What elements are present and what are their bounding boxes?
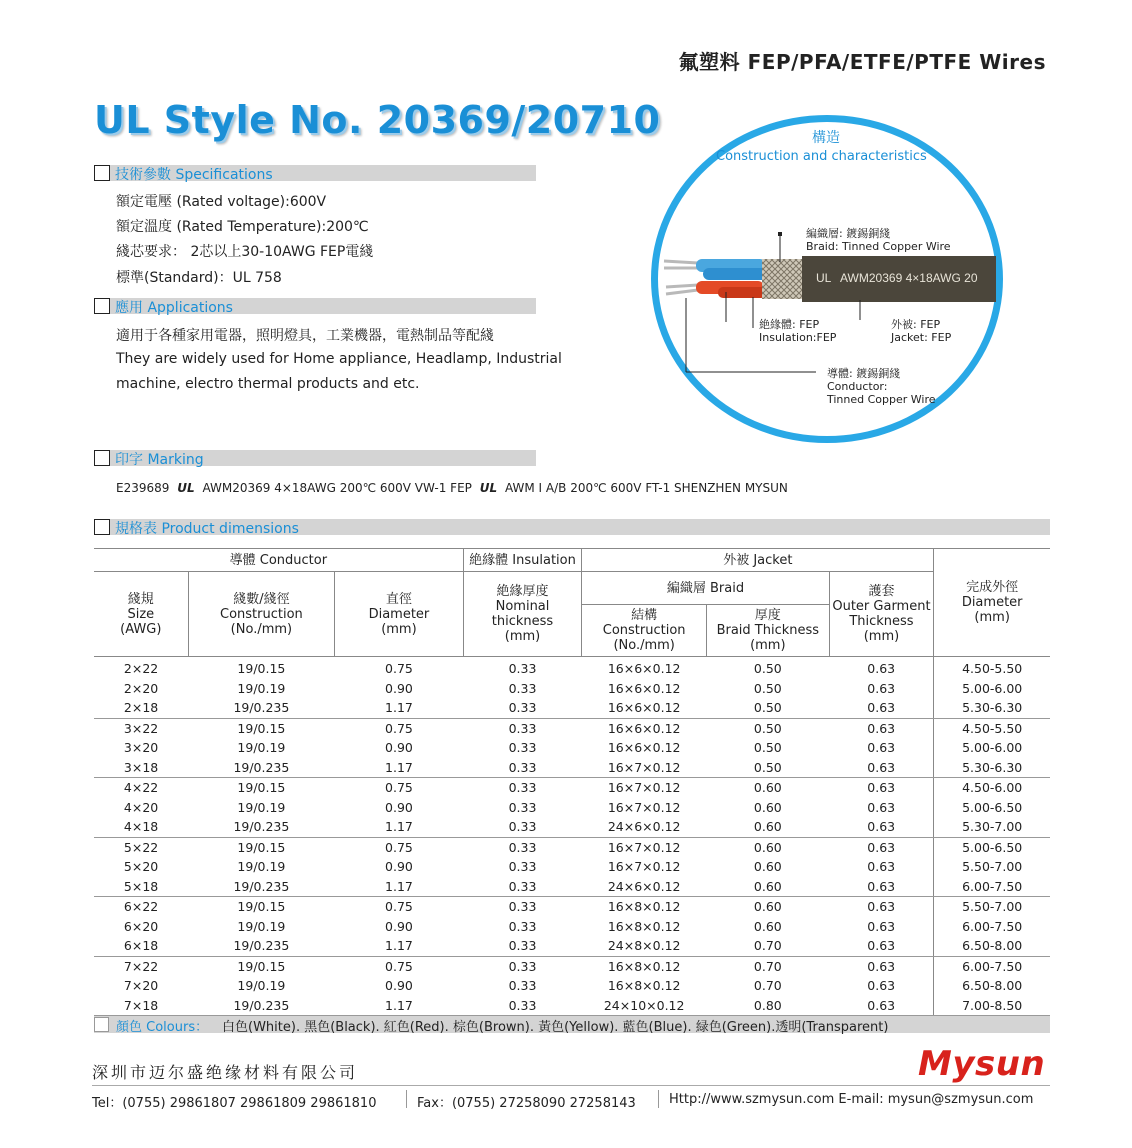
cell-braid-construction: 16×6×0.12: [607, 680, 681, 696]
table-row: [94, 738, 1050, 758]
cell-nominal-thickness: 0.33: [508, 918, 537, 934]
ul-logo-icon: UL: [177, 481, 195, 495]
cell-size: 4×22: [123, 780, 159, 796]
applications-cn: 適用于各種家用電器，照明燈具，工業機器，電熱制品等配綫: [116, 328, 494, 344]
cell-construction: 19/0.19: [237, 859, 286, 875]
cell-final-diameter: 4.50-5.50: [934, 718, 1050, 738]
cell-braid-construction: 16×6×0.12: [582, 698, 707, 718]
jacket-group-header: 外被 Jacket: [582, 549, 934, 572]
cell-braid-construction: 16×7×0.12: [607, 799, 681, 815]
cell-construction: 19/0.19: [237, 918, 286, 934]
section-checkbox-icon: [94, 1017, 109, 1032]
dimensions-table-body: [94, 657, 1050, 1016]
cell-nominal-thickness: 0.33: [508, 839, 537, 855]
cell-nominal-thickness: 0.33: [463, 936, 582, 956]
cell-braid-thickness: 0.50: [753, 740, 782, 756]
cell-braid-construction: 24×6×0.12: [582, 817, 707, 837]
conductor-label: 導體: 鍍錫銅綫 Conductor: Tinned Copper Wire: [827, 367, 936, 406]
cell-size: 5×18: [94, 877, 188, 897]
cell-braid-construction: 16×8×0.12: [607, 899, 681, 915]
cell-final-diameter: 4.50-5.50: [934, 657, 1050, 679]
table-row: [94, 698, 1050, 718]
cell-construction: 19/0.15: [237, 661, 286, 677]
cell-braid-thickness: 0.60: [753, 918, 782, 934]
cell-size: 6×20: [123, 918, 159, 934]
col-braid-construction: 結構 Construction (No./mm): [582, 605, 707, 657]
table-row: [94, 778, 1050, 798]
cell-diameter: 1.17: [335, 996, 464, 1016]
cell-diameter: 0.90: [385, 799, 413, 815]
cell-braid-construction: 16×7×0.12: [582, 758, 707, 778]
cell-outer-garment: 0.63: [829, 877, 934, 897]
cable-ul-mark: UL: [816, 271, 832, 285]
cell-size: 4×20: [123, 799, 159, 815]
ul-logo-icon: UL: [479, 481, 498, 495]
cell-construction: 19/0.235: [188, 877, 335, 897]
cell-braid-thickness: 0.60: [707, 877, 830, 897]
cell-braid-thickness: 0.70: [753, 978, 782, 994]
cell-construction: 19/0.19: [237, 978, 286, 994]
cell-diameter: 1.17: [335, 877, 464, 897]
cell-braid-construction: 24×8×0.12: [582, 936, 707, 956]
cell-braid-construction: 24×6×0.12: [582, 877, 707, 897]
spec-core-requirement: 綫芯要求： 2芯以上30-10AWG FEP電綫: [116, 244, 374, 260]
cell-outer-garment: 0.63: [867, 918, 896, 934]
cell-nominal-thickness: 0.33: [508, 799, 537, 815]
insulation-label: 絶緣體: FEP Insulation:FEP: [759, 318, 837, 344]
colours-label: 顏色 Colours：: [116, 1020, 209, 1035]
cell-construction: 19/0.19: [237, 799, 286, 815]
cell-nominal-thickness: 0.33: [463, 698, 582, 718]
cell-outer-garment: 0.63: [867, 839, 896, 855]
cell-final-diameter: 5.00-6.50: [934, 798, 1050, 818]
cell-size: 2×18: [94, 698, 188, 718]
cell-size: 5×22: [123, 839, 159, 855]
footer-divider: [92, 1085, 1050, 1086]
cell-final-diameter: 6.00-7.50: [934, 917, 1050, 937]
cell-braid-thickness: 0.60: [707, 817, 830, 837]
cell-diameter: 0.75: [385, 958, 413, 974]
cell-nominal-thickness: 0.33: [508, 958, 537, 974]
cell-construction: 19/0.19: [237, 740, 286, 756]
cell-diameter: 0.75: [385, 780, 413, 796]
cell-nominal-thickness: 0.33: [508, 899, 537, 915]
brand-logo: Mysun: [918, 1044, 1046, 1084]
construction-title-en: Construction and characteristics: [716, 149, 927, 164]
cell-outer-garment: 0.63: [867, 661, 896, 677]
cell-final-diameter: 5.50-7.00: [934, 897, 1050, 917]
dimensions-heading-bar: [94, 519, 1050, 535]
table-row: [94, 996, 1050, 1016]
table-row: [94, 837, 1050, 857]
cell-final-diameter: 6.00-7.50: [934, 956, 1050, 976]
dimensions-heading: 規格表 Product dimensions: [115, 521, 299, 537]
cell-braid-thickness: 0.50: [753, 661, 782, 677]
table-row: [94, 936, 1050, 956]
table-row: [94, 817, 1050, 837]
cell-outer-garment: 0.63: [867, 859, 896, 875]
cell-size: 6×18: [94, 936, 188, 956]
section-checkbox-icon: [94, 519, 110, 535]
cell-outer-garment: 0.63: [867, 799, 896, 815]
cell-braid-thickness: 0.70: [753, 958, 782, 974]
cell-construction: 19/0.15: [237, 720, 286, 736]
table-row: [94, 718, 1050, 738]
spec-rated-voltage: 額定電壓 (Rated voltage):600V: [116, 194, 327, 210]
cell-nominal-thickness: 0.33: [508, 720, 537, 736]
applications-heading-bar: [94, 298, 536, 314]
col-size: 綫規 Size (AWG): [94, 572, 188, 657]
cell-braid-construction: 16×8×0.12: [607, 978, 681, 994]
braid-layer: [762, 259, 804, 299]
cell-diameter: 0.90: [385, 978, 413, 994]
cell-final-diameter: 4.50-6.00: [934, 778, 1050, 798]
footer-fax: Fax：(0755) 27258090 27258143: [417, 1096, 636, 1111]
cell-construction: 19/0.235: [188, 758, 335, 778]
col-braid-thickness: 厚度 Braid Thickness (mm): [707, 605, 830, 657]
section-checkbox-icon: [94, 450, 110, 466]
cell-nominal-thickness: 0.33: [508, 859, 537, 875]
cell-final-diameter: 5.30-6.30: [934, 758, 1050, 778]
dimensions-table: [94, 548, 1050, 1016]
footer-separator: [406, 1090, 407, 1108]
colours-list: 白色(White). 黑色(Black). 紅色(Red). 棕色(Brown). 黃色(Yellow). 藍色(Blue). 緑色(Green).透明(Transparent): [222, 1020, 889, 1035]
table-row: [94, 976, 1050, 996]
cell-braid-construction: 16×6×0.12: [607, 661, 681, 677]
cell-outer-garment: 0.63: [867, 720, 896, 736]
cell-size: 5×20: [123, 859, 159, 875]
cell-braid-construction: 16×8×0.12: [607, 958, 681, 974]
cell-final-diameter: 6.00-7.50: [934, 877, 1050, 897]
cell-size: 7×22: [123, 958, 159, 974]
col-final-diameter: 完成外徑 Diameter (mm): [934, 549, 1050, 657]
company-name: 深圳市迈尔盛绝缘材料有限公司: [92, 1063, 359, 1082]
page-header-title: 氟塑料 FEP/PFA/ETFE/PTFE Wires: [678, 50, 1046, 74]
cell-outer-garment: 0.63: [867, 958, 896, 974]
cell-outer-garment: 0.63: [867, 899, 896, 915]
cell-construction: 19/0.15: [237, 839, 286, 855]
cell-nominal-thickness: 0.33: [508, 680, 537, 696]
table-row: [94, 956, 1050, 976]
marking-text: E239689 UL AWM20369 4×18AWG 200℃ 600V VW-1 FEP UL AWM I A/B 200℃ 600V FT-1 SHENZHEN MYSUN: [116, 481, 788, 495]
cell-diameter: 0.75: [385, 720, 413, 736]
cell-final-diameter: 5.30-7.00: [934, 817, 1050, 837]
cell-construction: 19/0.15: [237, 899, 286, 915]
cell-size: 4×18: [94, 817, 188, 837]
cell-diameter: 0.75: [385, 839, 413, 855]
table-row: [94, 679, 1050, 699]
cell-outer-garment: 0.63: [829, 996, 934, 1016]
footer-web-email: Http://www.szmysun.com E-mail: mysun@szmysun.com: [669, 1092, 1034, 1107]
cell-braid-construction: 16×7×0.12: [607, 780, 681, 796]
cell-diameter: 1.17: [335, 758, 464, 778]
cell-braid-thickness: 0.70: [707, 936, 830, 956]
jacket-label: 外被: FEP Jacket: FEP: [891, 318, 952, 344]
cell-construction: 19/0.235: [188, 698, 335, 718]
specifications-heading-bar: [94, 165, 536, 181]
cell-diameter: 0.75: [385, 899, 413, 915]
cell-size: 2×22: [123, 661, 159, 677]
cell-final-diameter: 5.00-6.00: [934, 679, 1050, 699]
cell-diameter: 1.17: [335, 698, 464, 718]
cell-construction: 19/0.15: [237, 780, 286, 796]
cell-final-diameter: 7.00-8.50: [934, 996, 1050, 1016]
braid-header: 編織層 Braid: [582, 572, 829, 605]
cell-construction: 19/0.15: [237, 958, 286, 974]
table-row: [94, 897, 1050, 917]
cell-braid-thickness: 0.60: [753, 799, 782, 815]
cell-outer-garment: 0.63: [829, 817, 934, 837]
cell-size: 6×22: [123, 899, 159, 915]
cell-outer-garment: 0.63: [867, 680, 896, 696]
table-row: [94, 798, 1050, 818]
cell-size: 3×20: [123, 740, 159, 756]
cell-size: 7×18: [94, 996, 188, 1016]
cell-nominal-thickness: 0.33: [508, 661, 537, 677]
cell-outer-garment: 0.63: [867, 978, 896, 994]
cell-diameter: 0.90: [385, 740, 413, 756]
cell-nominal-thickness: 0.33: [463, 758, 582, 778]
cell-braid-thickness: 0.60: [753, 899, 782, 915]
cell-braid-thickness: 0.50: [707, 758, 830, 778]
cell-outer-garment: 0.63: [867, 740, 896, 756]
cell-braid-thickness: 0.60: [753, 859, 782, 875]
cell-final-diameter: 6.50-8.00: [934, 936, 1050, 956]
col-diameter: 直徑 Diameter (mm): [335, 572, 464, 657]
applications-heading: 應用 Applications: [115, 300, 233, 316]
cell-braid-thickness: 0.50: [707, 698, 830, 718]
section-checkbox-icon: [94, 298, 110, 314]
cell-final-diameter: 6.50-8.00: [934, 976, 1050, 996]
footer-tel: Tel：(0755) 29861807 29861809 29861810: [92, 1096, 377, 1111]
cell-nominal-thickness: 0.33: [463, 877, 582, 897]
cell-final-diameter: 5.00-6.50: [934, 837, 1050, 857]
table-row: [94, 857, 1050, 877]
cell-braid-construction: 16×8×0.12: [607, 918, 681, 934]
cell-nominal-thickness: 0.33: [463, 996, 582, 1016]
cell-nominal-thickness: 0.33: [508, 978, 537, 994]
cell-final-diameter: 5.50-7.00: [934, 857, 1050, 877]
col-nominal-thickness: 絶緣厚度 Nominal thickness (mm): [463, 572, 582, 657]
ul-style-title: UL Style No. 20369/20710: [94, 98, 661, 142]
cell-braid-construction: 16×7×0.12: [607, 839, 681, 855]
cell-size: 7×20: [123, 978, 159, 994]
cell-size: 2×20: [123, 680, 159, 696]
section-checkbox-icon: [94, 165, 110, 181]
conductor-group-header: 導體 Conductor: [94, 549, 463, 572]
cell-construction: 19/0.235: [188, 936, 335, 956]
cell-construction: 19/0.235: [188, 817, 335, 837]
cell-outer-garment: 0.63: [829, 758, 934, 778]
cell-diameter: 0.90: [385, 918, 413, 934]
cell-nominal-thickness: 0.33: [508, 780, 537, 796]
applications-en-1: They are widely used for Home appliance, Headlamp, Industrial: [116, 351, 562, 367]
cell-braid-construction: 16×7×0.12: [607, 859, 681, 875]
cell-outer-garment: 0.63: [867, 780, 896, 796]
cell-braid-construction: 16×6×0.12: [607, 740, 681, 756]
table-row: [94, 758, 1050, 778]
cell-braid-construction: 16×6×0.12: [607, 720, 681, 736]
construction-title-cn: 構造: [812, 130, 840, 146]
table-row: [94, 917, 1050, 937]
cell-nominal-thickness: 0.33: [463, 817, 582, 837]
cell-diameter: 0.90: [385, 859, 413, 875]
marking-heading-bar: [94, 450, 536, 466]
cell-braid-thickness: 0.50: [753, 720, 782, 736]
cell-outer-garment: 0.63: [829, 936, 934, 956]
table-row: [94, 657, 1050, 679]
cell-diameter: 0.90: [385, 680, 413, 696]
colours-bar: [94, 1016, 1050, 1033]
specifications-heading: 技術參數 Specifications: [115, 167, 273, 183]
cell-final-diameter: 5.30-6.30: [934, 698, 1050, 718]
braid-label: 編織層: 鍍錫銅綫 Braid: Tinned Copper Wire: [806, 227, 951, 253]
spec-rated-temperature: 額定溫度 (Rated Temperature):200℃: [116, 219, 369, 235]
cell-diameter: 1.17: [335, 936, 464, 956]
cable-print-text: AWM20369 4×18AWG 20: [840, 271, 978, 285]
cell-construction: 19/0.19: [237, 680, 286, 696]
cell-outer-garment: 0.63: [829, 698, 934, 718]
cell-diameter: 1.17: [335, 817, 464, 837]
footer-separator: [658, 1090, 659, 1108]
cell-final-diameter: 5.00-6.00: [934, 738, 1050, 758]
col-construction: 綫數/綫徑 Construction (No./mm): [188, 572, 335, 657]
table-row: [94, 877, 1050, 897]
cell-construction: 19/0.235: [188, 996, 335, 1016]
cell-braid-thickness: 0.80: [707, 996, 830, 1016]
cell-braid-thickness: 0.50: [753, 680, 782, 696]
cell-braid-construction: 24×10×0.12: [582, 996, 707, 1016]
cell-braid-thickness: 0.60: [753, 780, 782, 796]
cell-nominal-thickness: 0.33: [508, 740, 537, 756]
cell-size: 3×18: [94, 758, 188, 778]
col-outer-garment: 護套 Outer Garment Thickness (mm): [829, 572, 934, 657]
applications-en-2: machine, electro thermal products and etc.: [116, 376, 420, 392]
cell-size: 3×22: [123, 720, 159, 736]
cell-braid-thickness: 0.60: [753, 839, 782, 855]
spec-standard: 標準(Standard)：UL 758: [116, 270, 282, 286]
cell-diameter: 0.75: [385, 661, 413, 677]
marking-heading: 印字 Marking: [115, 452, 204, 468]
insulation-group-header: 絶緣體 Insulation: [463, 549, 582, 572]
